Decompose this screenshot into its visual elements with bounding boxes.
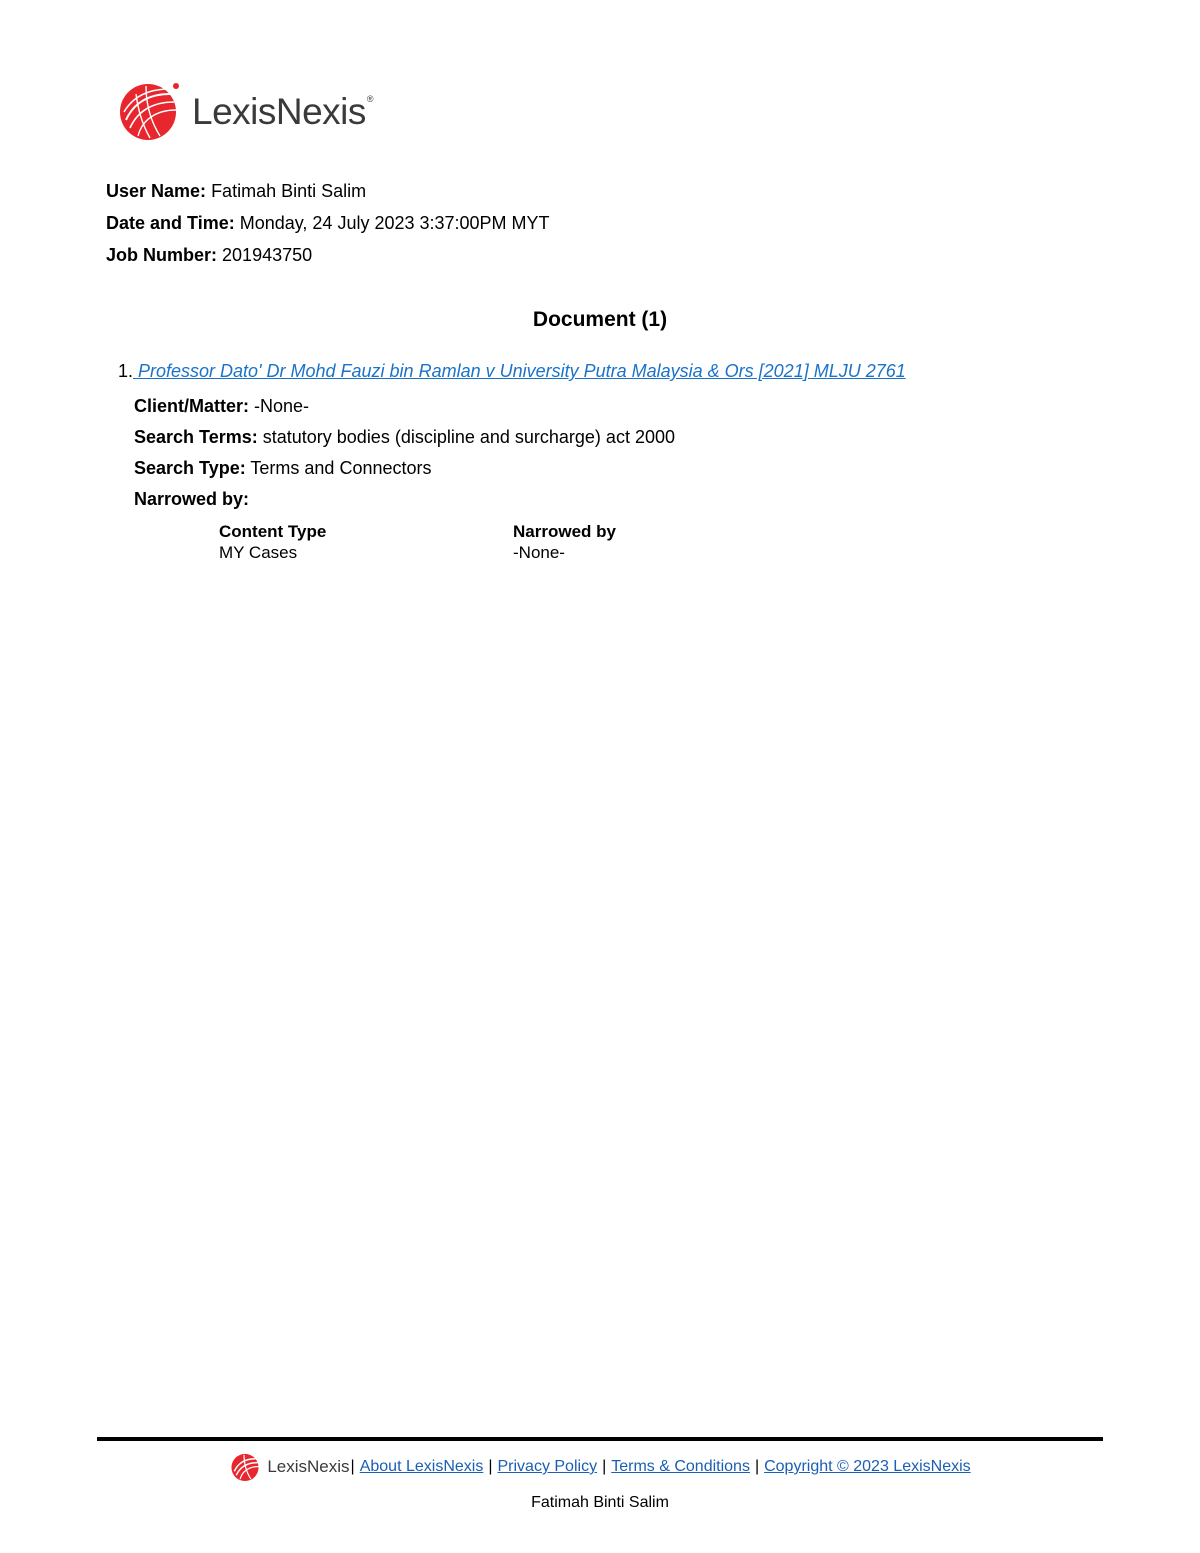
detail-narrowed-by bbox=[134, 486, 675, 517]
detail-search-type bbox=[134, 455, 675, 486]
meta-label: Date and Time: bbox=[106, 213, 235, 233]
terms-conditions-link[interactable]: Terms & Conditions bbox=[611, 1458, 750, 1475]
entry-number: 1. bbox=[118, 361, 134, 381]
lexisnexis-globe-icon bbox=[116, 80, 180, 142]
document-heading: Document (1) bbox=[532, 308, 668, 331]
about-link[interactable]: About LexisNexis bbox=[359, 1458, 484, 1475]
detail-label: Narrowed by: bbox=[134, 489, 250, 509]
document-entry bbox=[118, 361, 906, 382]
footer-separator: | bbox=[488, 1458, 493, 1475]
narrowed-by-table bbox=[219, 521, 713, 563]
meta-user-name bbox=[106, 178, 550, 210]
detail-label: Search Terms: bbox=[134, 427, 258, 447]
search-details bbox=[134, 393, 675, 517]
document-link[interactable]: Professor Dato' Dr Mohd Fauzi bin Ramlan v University Putra Malaysia & Ors [2021] MLJU 2761 bbox=[133, 361, 906, 381]
meta-value: 201943750 bbox=[222, 245, 313, 265]
footer-user-name: Fatimah Binti Salim bbox=[531, 1494, 669, 1511]
detail-value: Terms and Connectors bbox=[250, 458, 432, 478]
meta-date-time bbox=[106, 210, 550, 242]
lexisnexis-globe-icon bbox=[229, 1452, 261, 1482]
footer-separator: | bbox=[602, 1458, 607, 1475]
privacy-policy-link[interactable]: Privacy Policy bbox=[497, 1458, 598, 1475]
copyright-link[interactable]: Copyright © 2023 LexisNexis bbox=[764, 1458, 971, 1475]
detail-value: statutory bodies (discipline and surcharge) act 2000 bbox=[262, 427, 675, 447]
meta-value: Fatimah Binti Salim bbox=[211, 181, 367, 201]
meta-value: Monday, 24 July 2023 3:37:00PM MYT bbox=[239, 213, 550, 233]
footer-separator: | bbox=[754, 1458, 760, 1475]
footer-bar bbox=[0, 1452, 1200, 1482]
column-header: Content Type bbox=[219, 522, 327, 541]
meta-label: User Name: bbox=[106, 181, 207, 201]
detail-client-matter bbox=[134, 393, 675, 424]
detail-search-terms bbox=[134, 424, 675, 455]
table-cell: -None- bbox=[513, 543, 565, 562]
footer-separator: | bbox=[350, 1458, 355, 1475]
table-cell: MY Cases bbox=[219, 543, 298, 562]
meta-job-number bbox=[106, 242, 550, 274]
logo-wordmark: LexisNexis® bbox=[192, 90, 374, 132]
detail-value: -None- bbox=[254, 396, 310, 416]
footer-brand: LexisNexis bbox=[267, 1457, 350, 1476]
meta-label: Job Number: bbox=[106, 245, 218, 265]
lexisnexis-logo bbox=[116, 80, 373, 142]
session-meta bbox=[106, 178, 550, 274]
detail-label: Search Type: bbox=[134, 458, 246, 478]
footer-divider bbox=[97, 1437, 1103, 1441]
detail-label: Client/Matter: bbox=[134, 396, 250, 416]
column-header: Narrowed by bbox=[513, 522, 616, 541]
